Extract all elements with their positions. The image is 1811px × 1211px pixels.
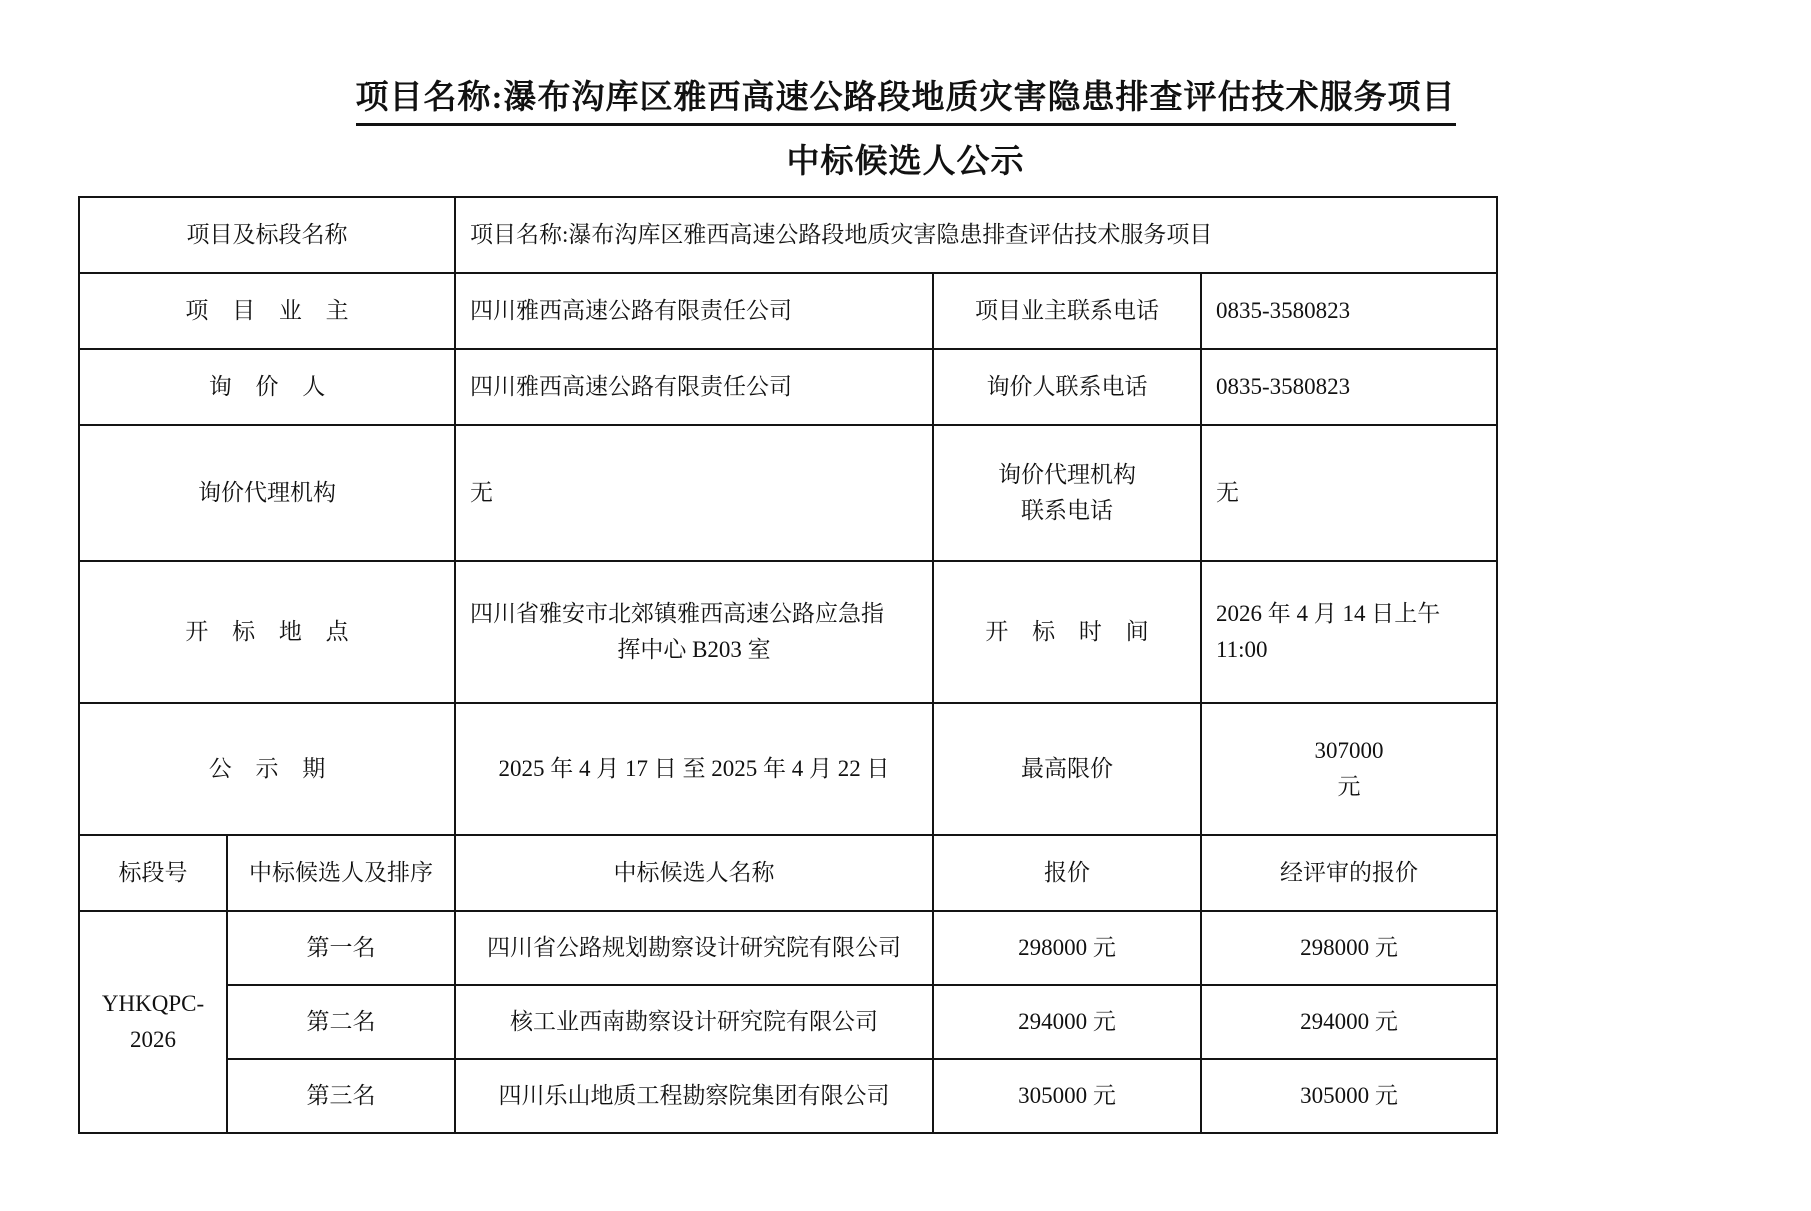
- value-owner-phone: 0835-3580823: [1201, 273, 1497, 349]
- label-bid-time: 开 标 时 间: [933, 561, 1201, 703]
- header-candidate-name: 中标候选人名称: [455, 835, 933, 911]
- candidate-name: 四川省公路规划勘察设计研究院有限公司: [455, 911, 933, 985]
- page-title-line-1: 项目名称:瀑布沟库区雅西高速公路段地质灾害隐患排查评估技术服务项目: [356, 78, 1456, 126]
- label-owner-phone: 项目业主联系电话: [933, 273, 1201, 349]
- value-project-name: 项目名称:瀑布沟库区雅西高速公路段地质灾害隐患排查评估技术服务项目: [455, 197, 1497, 273]
- page-title-line-2: 中标候选人公示: [786, 144, 1025, 181]
- candidate-reviewed-quote: 294000 元: [1201, 985, 1497, 1059]
- value-max-price-unit: 元: [1337, 774, 1361, 799]
- value-section-no: YHKQPC-2026: [79, 911, 227, 1133]
- value-owner: 四川雅西高速公路有限责任公司: [455, 273, 933, 349]
- value-bid-time: 2026 年 4 月 14 日上午 11:00: [1201, 561, 1497, 703]
- value-agency: 无: [455, 425, 933, 561]
- label-inquirer: 询 价 人: [79, 349, 455, 425]
- header-section-no: 标段号: [79, 835, 227, 911]
- candidate-name: 核工业西南勘察设计研究院有限公司: [455, 985, 933, 1059]
- table-row-candidate: [79, 1059, 1497, 1133]
- label-inquirer-phone: 询价人联系电话: [933, 349, 1201, 425]
- announcement-table: [78, 196, 1498, 1134]
- label-project-name: 项目及标段名称: [79, 197, 455, 273]
- header-rank: 中标候选人及排序: [227, 835, 455, 911]
- candidate-quote: 305000 元: [933, 1059, 1201, 1133]
- table-row-inquirer: [79, 349, 1497, 425]
- label-agency-phone: [933, 425, 1201, 561]
- table-row-notice-period: [79, 703, 1497, 835]
- value-bid-place-line-1: 四川省雅安市北郊镇雅西高速公路应急指: [470, 601, 884, 627]
- header-reviewed-quote: 经评审的报价: [1201, 835, 1497, 911]
- label-bid-place: 开 标 地 点: [79, 561, 455, 703]
- candidate-rank: 第二名: [227, 985, 455, 1059]
- table-row-candidate-headers: [79, 835, 1497, 911]
- table-row-agency: [79, 425, 1497, 561]
- candidate-quote: 294000 元: [933, 985, 1201, 1059]
- label-max-price: 最高限价: [933, 703, 1201, 835]
- candidate-reviewed-quote: 298000 元: [1201, 911, 1497, 985]
- table-row-candidate: [79, 985, 1497, 1059]
- value-inquirer: 四川雅西高速公路有限责任公司: [455, 349, 933, 425]
- label-owner: 项 目 业 主: [79, 273, 455, 349]
- table-row-project-name: [79, 197, 1497, 273]
- table-row-candidate: [79, 911, 1497, 985]
- candidate-name: 四川乐山地质工程勘察院集团有限公司: [455, 1059, 933, 1133]
- value-inquirer-phone: 0835-3580823: [1201, 349, 1497, 425]
- label-agency-phone-line-2: 联系电话: [1021, 498, 1113, 523]
- value-notice-period: 2025 年 4 月 17 日 至 2025 年 4 月 22 日: [455, 703, 933, 835]
- candidate-quote: 298000 元: [933, 911, 1201, 985]
- header-quote: 报价: [933, 835, 1201, 911]
- value-max-price-amount: 307000: [1314, 738, 1384, 764]
- label-agency: 询价代理机构: [79, 425, 455, 561]
- value-agency-phone: 无: [1201, 425, 1497, 561]
- table-row-bid-opening: [79, 561, 1497, 703]
- candidate-reviewed-quote: 305000 元: [1201, 1059, 1497, 1133]
- value-max-price: [1201, 703, 1497, 835]
- table-row-owner: [79, 273, 1497, 349]
- candidate-rank: 第一名: [227, 911, 455, 985]
- value-bid-place-line-2: 挥中心 B203 室: [617, 637, 771, 662]
- announcement-table-wrapper: [78, 196, 1496, 1134]
- candidate-rank: 第三名: [227, 1059, 455, 1133]
- value-bid-place: [455, 561, 933, 703]
- document-title-block: [0, 0, 1811, 184]
- label-agency-phone-line-1: 询价代理机构: [998, 462, 1136, 488]
- label-notice-period: 公 示 期: [79, 703, 455, 835]
